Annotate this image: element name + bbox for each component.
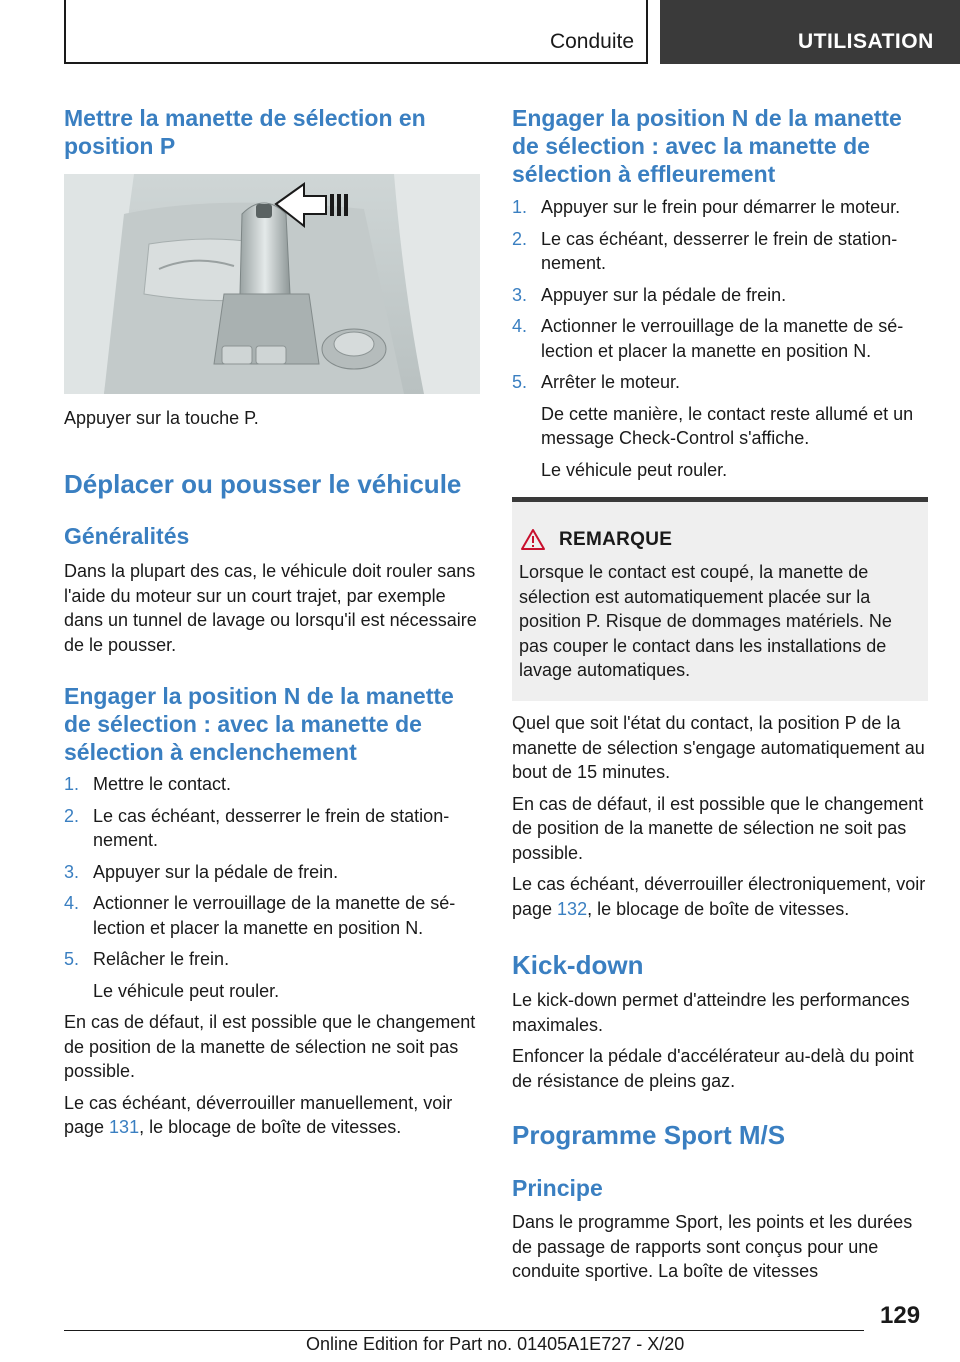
header-chapter-tab: UTILISATION <box>660 0 960 64</box>
header-section-title: Conduite <box>549 30 634 53</box>
right-body-text <box>512 711 930 921</box>
heading-engage-n-latching: Engager la position N de la manette de sélection : avec la manette de sélection à enclenchement <box>64 683 454 765</box>
list-item: 2. Le cas échéant, desserrer le frein de stationnement. <box>64 805 450 850</box>
page-link-132[interactable]: 132 <box>557 898 588 919</box>
heading-principle: Principe <box>512 1175 603 1201</box>
paragraph-principle: Dans le programme Sport, les points et les durées de passage de rapports sont conçus pour une conduite sportive. La boîte de vitesses <box>512 1212 913 1281</box>
list-item: 3. Appuyer sur la pédale de frein. <box>64 861 339 882</box>
footer-divider <box>64 1330 864 1331</box>
header-section-box <box>64 0 648 64</box>
paragraph-auto-park: Quel que soit l'état du contact, la position P de la manette de sélection s'engage automatiquement au bout de 15 minutes. <box>512 713 925 782</box>
heading-kick-down: Kick-down <box>512 950 644 980</box>
list-item: 2. Le cas échéant, desserrer le frein de stationnement. <box>512 228 898 273</box>
steps-list-right <box>512 195 928 489</box>
page-number: 129 <box>880 1302 921 1329</box>
list-item: 4. Actionner le verrouillage de la manette de sélection et placer la manette en position N. <box>64 893 456 938</box>
paragraph-manual-unlock: Le cas échéant, déverrouiller manuellement, voir page 131, le blocage de boîte de vitesses. <box>64 1092 453 1137</box>
heading-park-position: Mettre la manette de sélection en position P <box>64 105 426 159</box>
step-5-note-1: De cette manière, le contact reste allumé et un message Check-Control s'affiche. <box>541 403 914 448</box>
paragraph-fault: En cas de défaut, il est possible que le changement de position de la manette de sélection ne soit pas possible. <box>64 1012 476 1081</box>
paragraph-kick-down-2: Enfoncer la pédale d'accélérateur au-delà du point de résistance de pleins gaz. <box>512 1046 914 1091</box>
gear-selector-photo <box>64 174 480 394</box>
notice-box <box>512 497 928 701</box>
gear-selector-illustration <box>64 174 480 394</box>
list-item: 5. Arrêter le moteur. <box>512 372 681 392</box>
list-item: 3. Appuyer sur la pédale de frein. <box>512 284 787 305</box>
paragraph-electronic-unlock: Le cas échéant, déverrouiller électroniquement, voir page 132, le blocage de boîte de vitesses. <box>512 874 926 919</box>
paragraph-fault: En cas de défaut, il est possible que le changement de position de la manette de sélection ne soit pas possible. <box>512 793 924 863</box>
photo-caption: Appuyer sur la touche P. <box>64 408 259 428</box>
footer-edition: Online Edition for Part no. 01405A1E727 - X/20 <box>306 1334 685 1354</box>
paragraph-kick-down-1: Le kick-down permet d'atteindre les performances maximales. <box>512 990 910 1035</box>
list-item: 1. Appuyer sur le frein pour démarrer le moteur. <box>512 197 901 217</box>
paragraph-general: Dans la plupart des cas, le véhicule doit rouler sans l'aide du moteur sur un court trajet, par exemple dans un tunnel de lavage ou lorsqu'il est nécessaire de le pousser. <box>64 561 477 655</box>
warning-triangle-icon <box>520 528 546 551</box>
heading-sport-program: Programme Sport M/S <box>512 1120 786 1150</box>
notice-title: REMARQUE <box>559 529 673 550</box>
list-item: 5. Relâcher le frein. <box>64 949 230 969</box>
step-5-note-2: Le véhicule peut rouler. <box>541 459 728 480</box>
step-5-note: Le véhicule peut rouler. <box>93 980 280 1001</box>
list-item: 1. Mettre le contact. <box>64 774 232 794</box>
heading-engage-n-touch: Engager la position N de la manette de sélection : avec la manette de sélection à effleurement <box>512 105 902 187</box>
kick-down-text <box>512 988 930 1093</box>
heading-move-vehicle: Déplacer ou pousser le véhicule <box>64 469 462 499</box>
list-item: 4. Actionner le verrouillage de la manette de sélection et placer la manette en position N. <box>512 316 904 361</box>
page-link-131[interactable]: 131 <box>109 1117 140 1137</box>
steps-list-left <box>64 772 480 1140</box>
notice-body: Lorsque le contact est coupé, la manette de sélection est automatiquement placée sur la position P. Risque de dommages matériels. Ne pas couper le contact dans les installations de lavage automatiques. <box>519 562 892 680</box>
heading-general: Généralités <box>64 523 190 549</box>
